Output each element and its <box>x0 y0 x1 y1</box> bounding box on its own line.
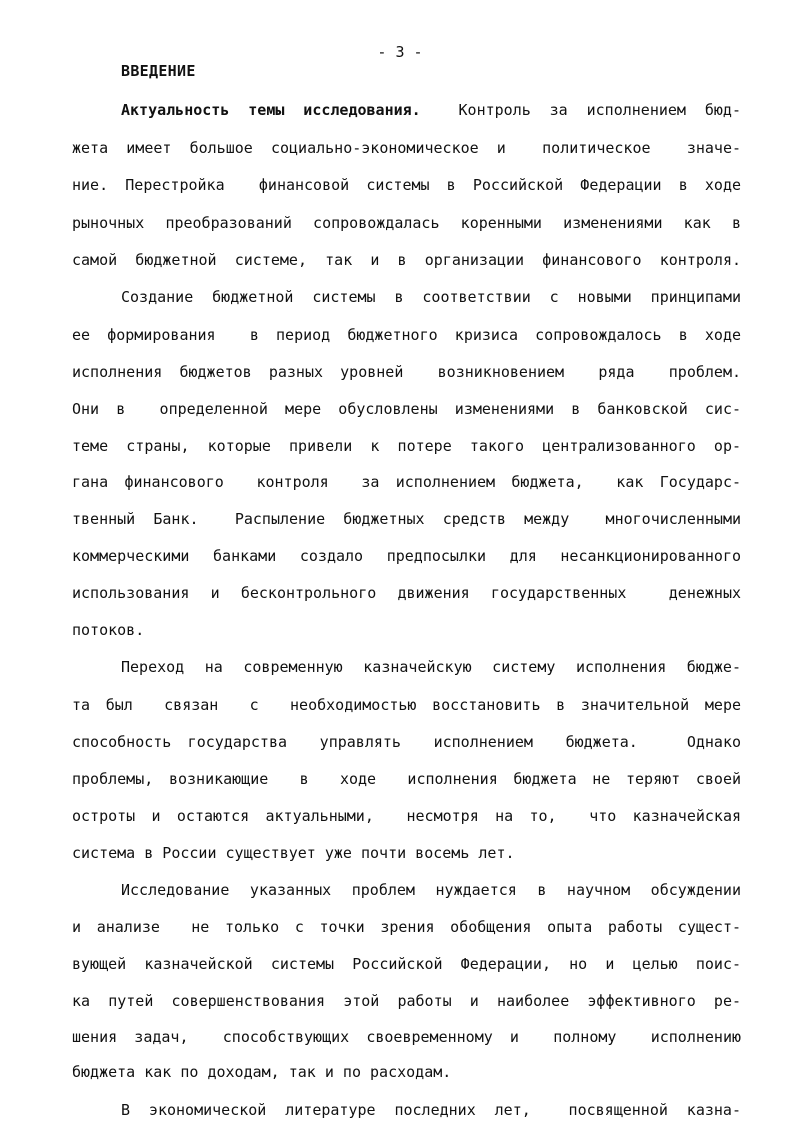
paragraph-2-line-1: Создание бюджетной системы в соответствии с новыми принципами <box>121 288 741 306</box>
paragraph-2-line-2: ее формирования в период бюджетного кризиса сопровождалось в ходе <box>72 326 741 344</box>
page-number: - 3 - <box>377 43 423 61</box>
paragraph-3-line-2: та был связан с необходимостью восстановить в значительной мере <box>72 696 741 714</box>
paragraph-4-line-4: ка путей совершенствования этой работы и наиболее эффективного ре- <box>72 992 741 1010</box>
paragraph-4-line-2: и анализе не только с точки зрения обобщения опыта работы сущест- <box>72 918 741 936</box>
paragraph-1-line-3: ние. Перестройка финансовой системы в Российской Федерации в ходе <box>72 176 741 194</box>
paragraph-2-line-3: исполнения бюджетов разных уровней возникновением ряда проблем. <box>72 363 741 381</box>
paragraph-3-line-3: способность государства управлять исполнением бюджета. Однако <box>72 733 741 751</box>
paragraph-2-line-4: Они в определенной мере обусловлены изменениями в банковской сис- <box>72 400 741 418</box>
paragraph-2-line-5: теме страны, которые привели к потере такого централизованного ор- <box>72 437 741 455</box>
paragraph-3-line-1: Переход на современную казначейскую систему исполнения бюдже- <box>121 658 741 676</box>
paragraph-5-line-1: В экономической литературе последних лет, посвященной казна- <box>121 1101 741 1119</box>
paragraph-3-line-5: остроты и остаются актуальными, несмотря на то, что казначейская <box>72 807 741 825</box>
paragraph-2-line-7: твенный Банк. Распыление бюджетных средств между многочисленными <box>72 510 741 528</box>
paragraph-1-line-1 <box>121 97 741 123</box>
paragraph-1-line-4: рыночных преобразований сопровождалась коренными изменениями как в <box>72 214 741 232</box>
paragraph-4-line-5: шения задач, способствующих своевременному и полному исполнению <box>72 1028 741 1046</box>
paragraph-4-line-1: Исследование указанных проблем нуждается в научном обсуждении <box>121 881 741 899</box>
paragraph-4-line-3: вующей казначейской системы Российской Федерации, но и целью поис- <box>72 955 741 973</box>
paragraph-2-line-6: гана финансового контроля за исполнением бюджета, как Государс- <box>72 473 741 491</box>
paragraph-2-line-8: коммерческими банками создало предпосылки для несанкционированного <box>72 547 741 565</box>
paragraph-1-line-5: самой бюджетной системе, так и в организации финансового контроля. <box>72 251 741 269</box>
paragraph-1-line-2: жета имеет большое социально-экономическое и политическое значе- <box>72 139 741 157</box>
paragraph-3-line-6: система в России существует уже почти восемь лет. <box>72 844 515 862</box>
section-heading: ВВЕДЕНИЕ <box>121 62 196 80</box>
paragraph-1-lead-rest: Контроль за исполнением бюд- <box>420 101 741 119</box>
paragraph-2-line-10: потоков. <box>72 621 145 639</box>
paragraph-4-line-6: бюджета как по доходам, так и по расходам. <box>72 1063 452 1081</box>
paragraph-3-line-4: проблемы, возникающие в ходе исполнения бюджета не теряют своей <box>72 770 741 788</box>
topic-relevance-lead: Актуальность темы исследования. <box>121 101 421 119</box>
paragraph-2-line-9: использования и бесконтрольного движения государственных денежных <box>72 584 741 602</box>
